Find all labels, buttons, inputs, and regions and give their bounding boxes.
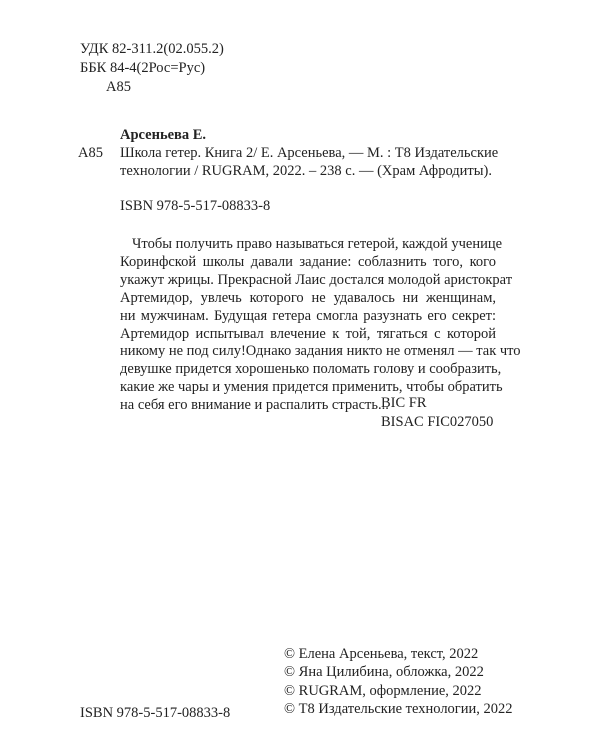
author-mark-top: А85 [106, 79, 131, 95]
isbn-footer: ISBN 978-5-517-08833-8 [80, 705, 231, 721]
annotation-line: какие же чары и умения придется применить, чтобы обратить [120, 379, 503, 396]
annotation-line: никому не под силу!Однако задания никто не отменял — так что [120, 343, 521, 360]
annotation-line: Артемидор испытывал влечение к той, тягаться с которой [120, 325, 496, 342]
bisac-code: BISAC FIC027050 [381, 414, 494, 430]
copyright-line: © Т8 Издательские технологии, 2022 [284, 700, 513, 717]
annotation-line: Артемидор, увлечь которого не удавалось ни женщинам, [120, 289, 496, 306]
annotation-paragraph [120, 236, 521, 415]
copyright-block [284, 645, 513, 718]
copyright-line: © Яна Цилибина, обложка, 2022 [284, 664, 484, 681]
bbk-code: ББК 84-4(2Рос=Рус) [80, 60, 206, 76]
biblio-line: технологии / RUGRAM, 2022. – 238 с. — (Храм Афродиты). [120, 163, 492, 179]
author-mark-left: А85 [78, 145, 103, 161]
copyright-line: © Елена Арсеньева, текст, 2022 [284, 646, 479, 662]
copyright-line: © RUGRAM, оформление, 2022 [284, 682, 482, 699]
annotation-line: на себя его внимание и распалить страсть... [120, 397, 389, 414]
bic-code: BIC FR [381, 395, 427, 411]
annotation-line: девушке придется хорошенько поломать голову и сообразить, [120, 361, 502, 378]
bibliographic-description [120, 144, 500, 180]
biblio-line: Школа гетер. Книга 2/ Е. Арсеньева, — М. : Т8 Издательские [120, 145, 499, 161]
annotation-line: Коринфской школы давали задание: соблазнить того, кого [120, 253, 496, 270]
udk-code: УДК 82-311.2(02.055.2) [80, 41, 224, 57]
annotation-line: Чтобы получить право называться гетерой, каждой ученице [132, 236, 503, 252]
isbn-record: ISBN 978-5-517-08833-8 [120, 198, 271, 214]
author-name: Арсеньева Е. [120, 127, 207, 143]
annotation-line: ни мужчинам. Будущая гетера смогла разузнать его секрет: [120, 307, 496, 324]
annotation-line: укажут жрицы. Прекрасной Лаис достался молодой аристократ [120, 271, 513, 288]
